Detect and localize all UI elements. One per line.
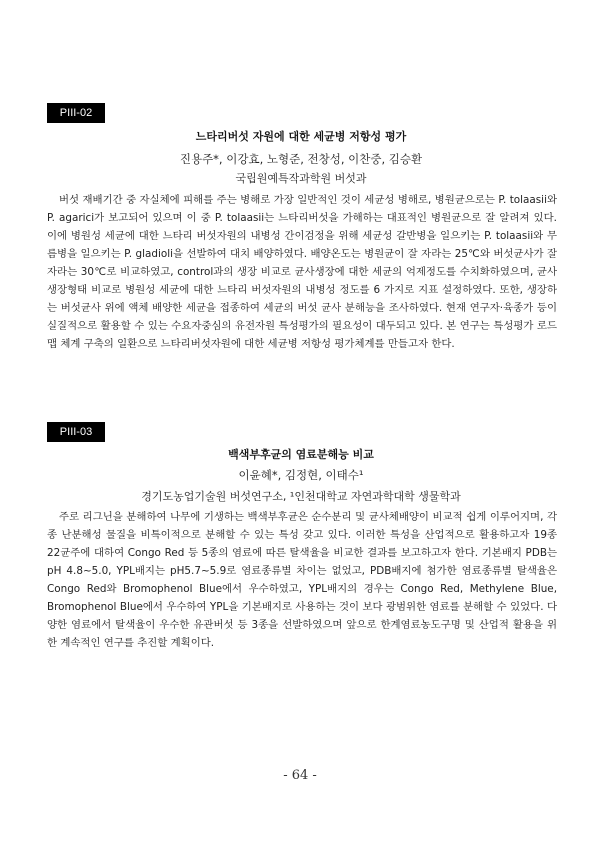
affiliation: 국립원예특작과학원 버섯과 [235,172,367,185]
abstract-title: 백색부후균의 염료분해능 비교 [228,448,374,461]
page-number: - 64 - [283,768,317,783]
section-label: PIII-03 [47,422,105,442]
abstract-title: 느타리버섯 자원에 대한 세균병 저항성 평가 [195,130,407,143]
section-label: PIII-02 [47,103,105,123]
abstract-body: 버섯 재배기간 중 자실체에 피해를 주는 병해로 가장 일반적인 것이 세균성 병해로, 병원균으로는 P. tolaasii와 P. agarici가 보고되어 있으며 이 중 P. tolaasii는 느타리버섯을 가해하는 대표적인 병원균으로 잘 알려져 있다. 이에 병원성 세균에 대한 느타리 버섯자원의 내병성 간이검정을 위해 세균성 갈반병을 일으키는 P. tolaasii와 무름병을 일으키는 P. gladioli을 선발하여 대치 배양하였다. 배양온도는 병원균이 잘 자라는 25℃와 버섯균사가 잘 자라는 30℃로 비교하였고, control과의 생장 비교로 균사생장에 대한 세균의 억제정도를 수치화하였으며, 균사 생장형태 비교로 병원성 세균에 대한 느타리 버섯자원의 내병성 정도를 6 가지로 지표 설정하였다. 또한, 생장하는 버섯균사 위에 액체 배양한 세균을 접종하여 세균의 버섯 균사 분해능을 조사하였다. 현재 연구자·육종가 등이 실질적으로 활용할 수 있는 수요자중심의 유전자원 특성평가의 필요성이 대두되고 있다. 본 연구는 특성평가 로드맵 체계 구축의 일환으로 느타리버섯자원에 대한 세균병 저항성 평가체계를 만들고자 한다. [47,194,557,350]
abstract-body: 주로 리그닌을 분해하여 나무에 기생하는 백색부후균은 순수분리 및 균사체배양이 비교적 쉽게 이루어지며, 각종 난분해성 물질을 비특이적으로 분해할 수 있는 특성 갖고 있다. 이러한 특성을 산업적으로 활용하고자 19종 22균주에 대하여 Congo Red 등 5종의 염료에 따른 탈색율을 비교한 결과를 보고하고자 한다. 기본배지 PDB는 pH 4.8~5.0, YPL배지는 pH5.7~5.9로 염료종류별 차이는 없었고, PDB배지에 첨가한 염료종류별 탈색율은 Congo Red와 Bromophenol Blue에서 우수하였고, YPL배지의 경우는 Congo Red, Methylene Blue, Bromophenol Blue에서 우수하여 YPL을 기본배지로 사용하는 것이 보다 광범위한 염료를 분해할 수 있었다. 다양한 염료에서 탈색율이 우수한 유관버섯 등 3종을 선발하였으며 앞으로 한계염료농도구명 및 산업적 활용을 위한 계속적인 연구를 추진할 계획이다. [47,511,557,649]
author-list: 진용주*, 이강효, 노형준, 전창성, 이찬중, 김승환 [179,152,423,166]
affiliation: 경기도농업기술원 버섯연구소, ¹인천대학교 자연과학대학 생물학과 [141,490,461,503]
author-list: 이윤혜*, 김정현, 이태수¹ [238,468,364,482]
